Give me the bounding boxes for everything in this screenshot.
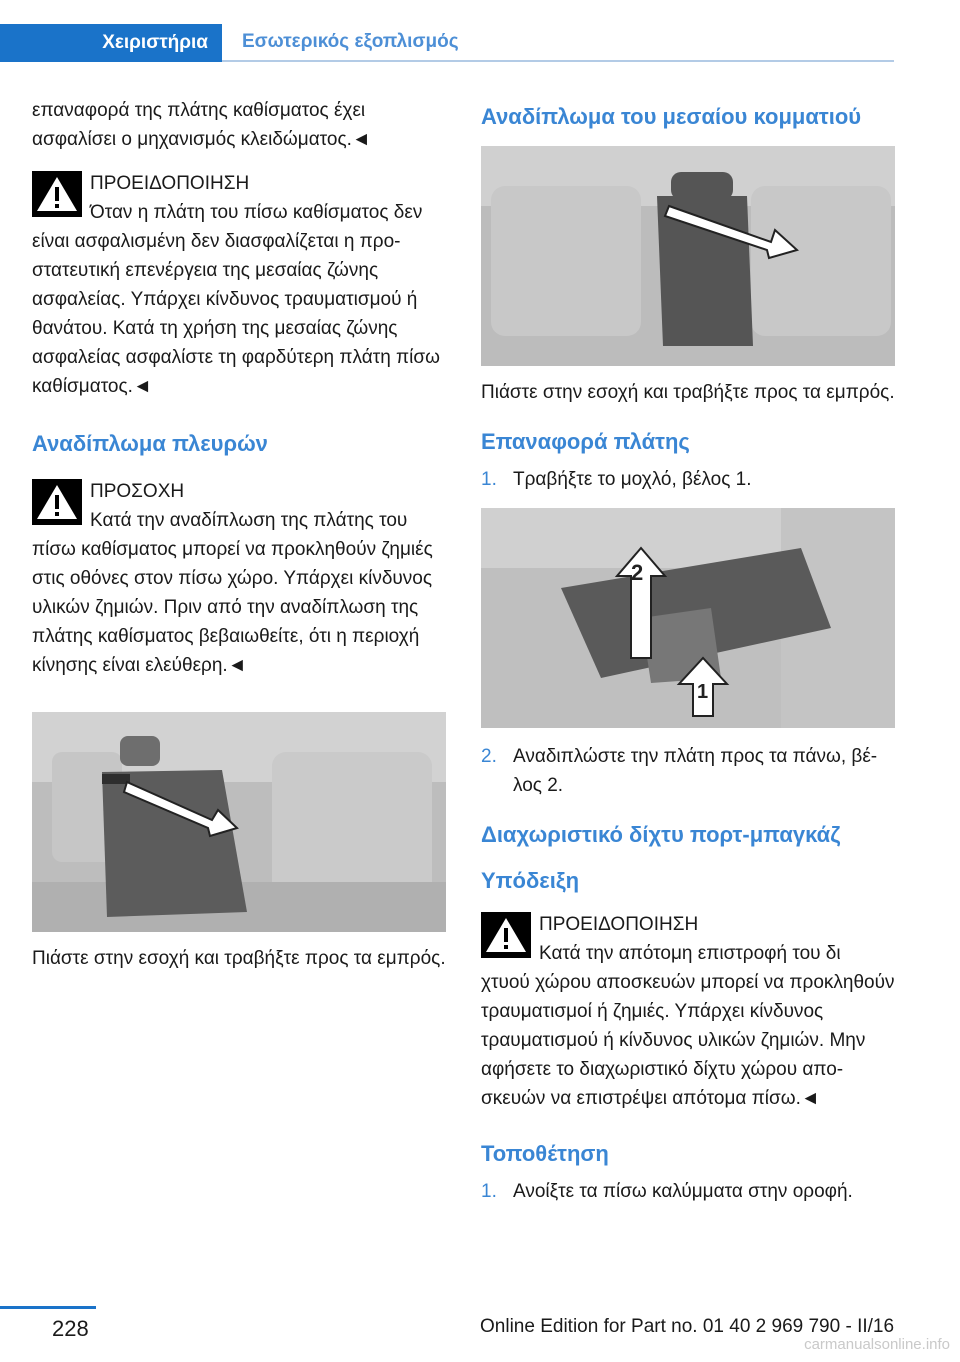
edition-text: Online Edition for Part no. 01 40 2 969 790 - II/16 [480, 1316, 895, 1337]
left-column [32, 96, 448, 973]
install-step-1 [481, 1177, 897, 1206]
left-caption: Πιάστε στην εσοχή και τραβήξτε προς τα εμπρός. [32, 948, 446, 969]
tab-interior-equipment[interactable]: Εσωτερικός εξοπλισμός [222, 24, 894, 62]
caution-first-line: Κατά την αναδίπλωση της πλάτης του [90, 510, 408, 531]
warning-text: χτυού χώρου αποσκευών μπορεί να προκληθούν τραυματισμοί ή ζημιές. Υπάρχει κίνδυνος τραυματισμού ή κίνδυνος υλικών ζημιών. Μην αφήσετε το διαχωριστικό δίχτυ χώρου αποσκευών να επιστρέψει απότομα πίσω.◄ [481, 972, 895, 1109]
warning-block [32, 169, 448, 401]
warning-label: ΠΡΟΕΙΔΟΠΟΙΗΣΗ [90, 173, 250, 194]
heading-note: Υπόδειξη [481, 868, 580, 893]
step-text: Αναδιπλώστε την πλάτη προς τα πάνω, βέλος 2. [513, 746, 878, 796]
intro-text: επαναφορά της πλάτης καθίσματος έχει ασφαλίσει ο μηχανισμός κλειδώματος.◄ [32, 100, 371, 150]
footer-rule [0, 1306, 96, 1309]
reset-step-1 [481, 465, 897, 494]
page-number: 228 [52, 1316, 89, 1341]
reset-step-2 [481, 742, 897, 800]
watermark: carmanualsonline.info [804, 1336, 950, 1353]
caution-triangle-icon [32, 479, 82, 525]
warning-first-line: Όταν η πλάτη του πίσω καθίσματος δεν [90, 202, 423, 223]
page-header [0, 0, 960, 62]
backrest-reset-photo [481, 508, 895, 728]
heading-luggage-net: Διαχωριστικό δίχτυ πορτ-μπαγκάζ [481, 822, 841, 847]
heading-fold-sides: Αναδίπλωμα πλευρών [32, 431, 268, 456]
warning-triangle-icon [32, 171, 82, 217]
arrow-label-2: 2 [631, 560, 644, 585]
heading-fold-middle: Αναδίπλωμα του μεσαίου κομματιού [481, 104, 862, 129]
step-number: 2. [481, 746, 497, 767]
warning-block [481, 910, 897, 1113]
caution-block [32, 477, 448, 680]
right-column [481, 96, 897, 1206]
warning-text: είναι ασφαλισμένη δεν διασφαλίζεται η προστατευτική επενέργεια της μεσαίας ζώνης ασφαλείας. Υπάρχει κίνδυνος τραυματισμού ή θανάτου. Κατά τη χρήση της μεσαίας ζώνης ασφαλείας ασφαλίστε τη φαρδύτερη πλάτη πίσω καθίσματος.◄ [32, 231, 440, 397]
step-number: 1. [481, 1181, 497, 1202]
heading-reset-backrest: Επαναφορά πλάτης [481, 429, 690, 454]
warning-triangle-icon [481, 912, 531, 958]
caution-text: πίσω καθίσματος μπορεί να προκληθούν ζημιές στις οθόνες στον πίσω χώρο. Υπάρχει κίνδυνος υλικών ζημιών. Πριν από την αναδίπλωση της πλάτης καθίσματος βεβαιωθείτε, ότι η περιοχή κίνησης είναι ελεύθερη.◄ [32, 539, 433, 676]
caution-label: ΠΡΟΣΟΧΗ [90, 481, 185, 502]
rear-seat-side-fold-photo [32, 712, 446, 932]
heading-installation: Τοποθέτηση [481, 1141, 609, 1166]
warning-first-line: Κατά την απότομη επιστροφή του δι [539, 943, 841, 964]
warning-label: ΠΡΟΕΙΔΟΠΟΙΗΣΗ [539, 914, 699, 935]
step-text: Τραβήξτε το μοχλό, βέλος 1. [513, 469, 752, 490]
step-number: 1. [481, 469, 497, 490]
tab-controls[interactable]: Χειριστήρια [0, 24, 222, 62]
step-text: Ανοίξτε τα πίσω καλύμματα στην οροφή. [513, 1181, 853, 1202]
right-caption: Πιάστε στην εσοχή και τραβήξτε προς τα εμπρός. [481, 382, 895, 403]
arrow-label-1: 1 [697, 681, 709, 703]
middle-section-fold-photo [481, 146, 895, 366]
